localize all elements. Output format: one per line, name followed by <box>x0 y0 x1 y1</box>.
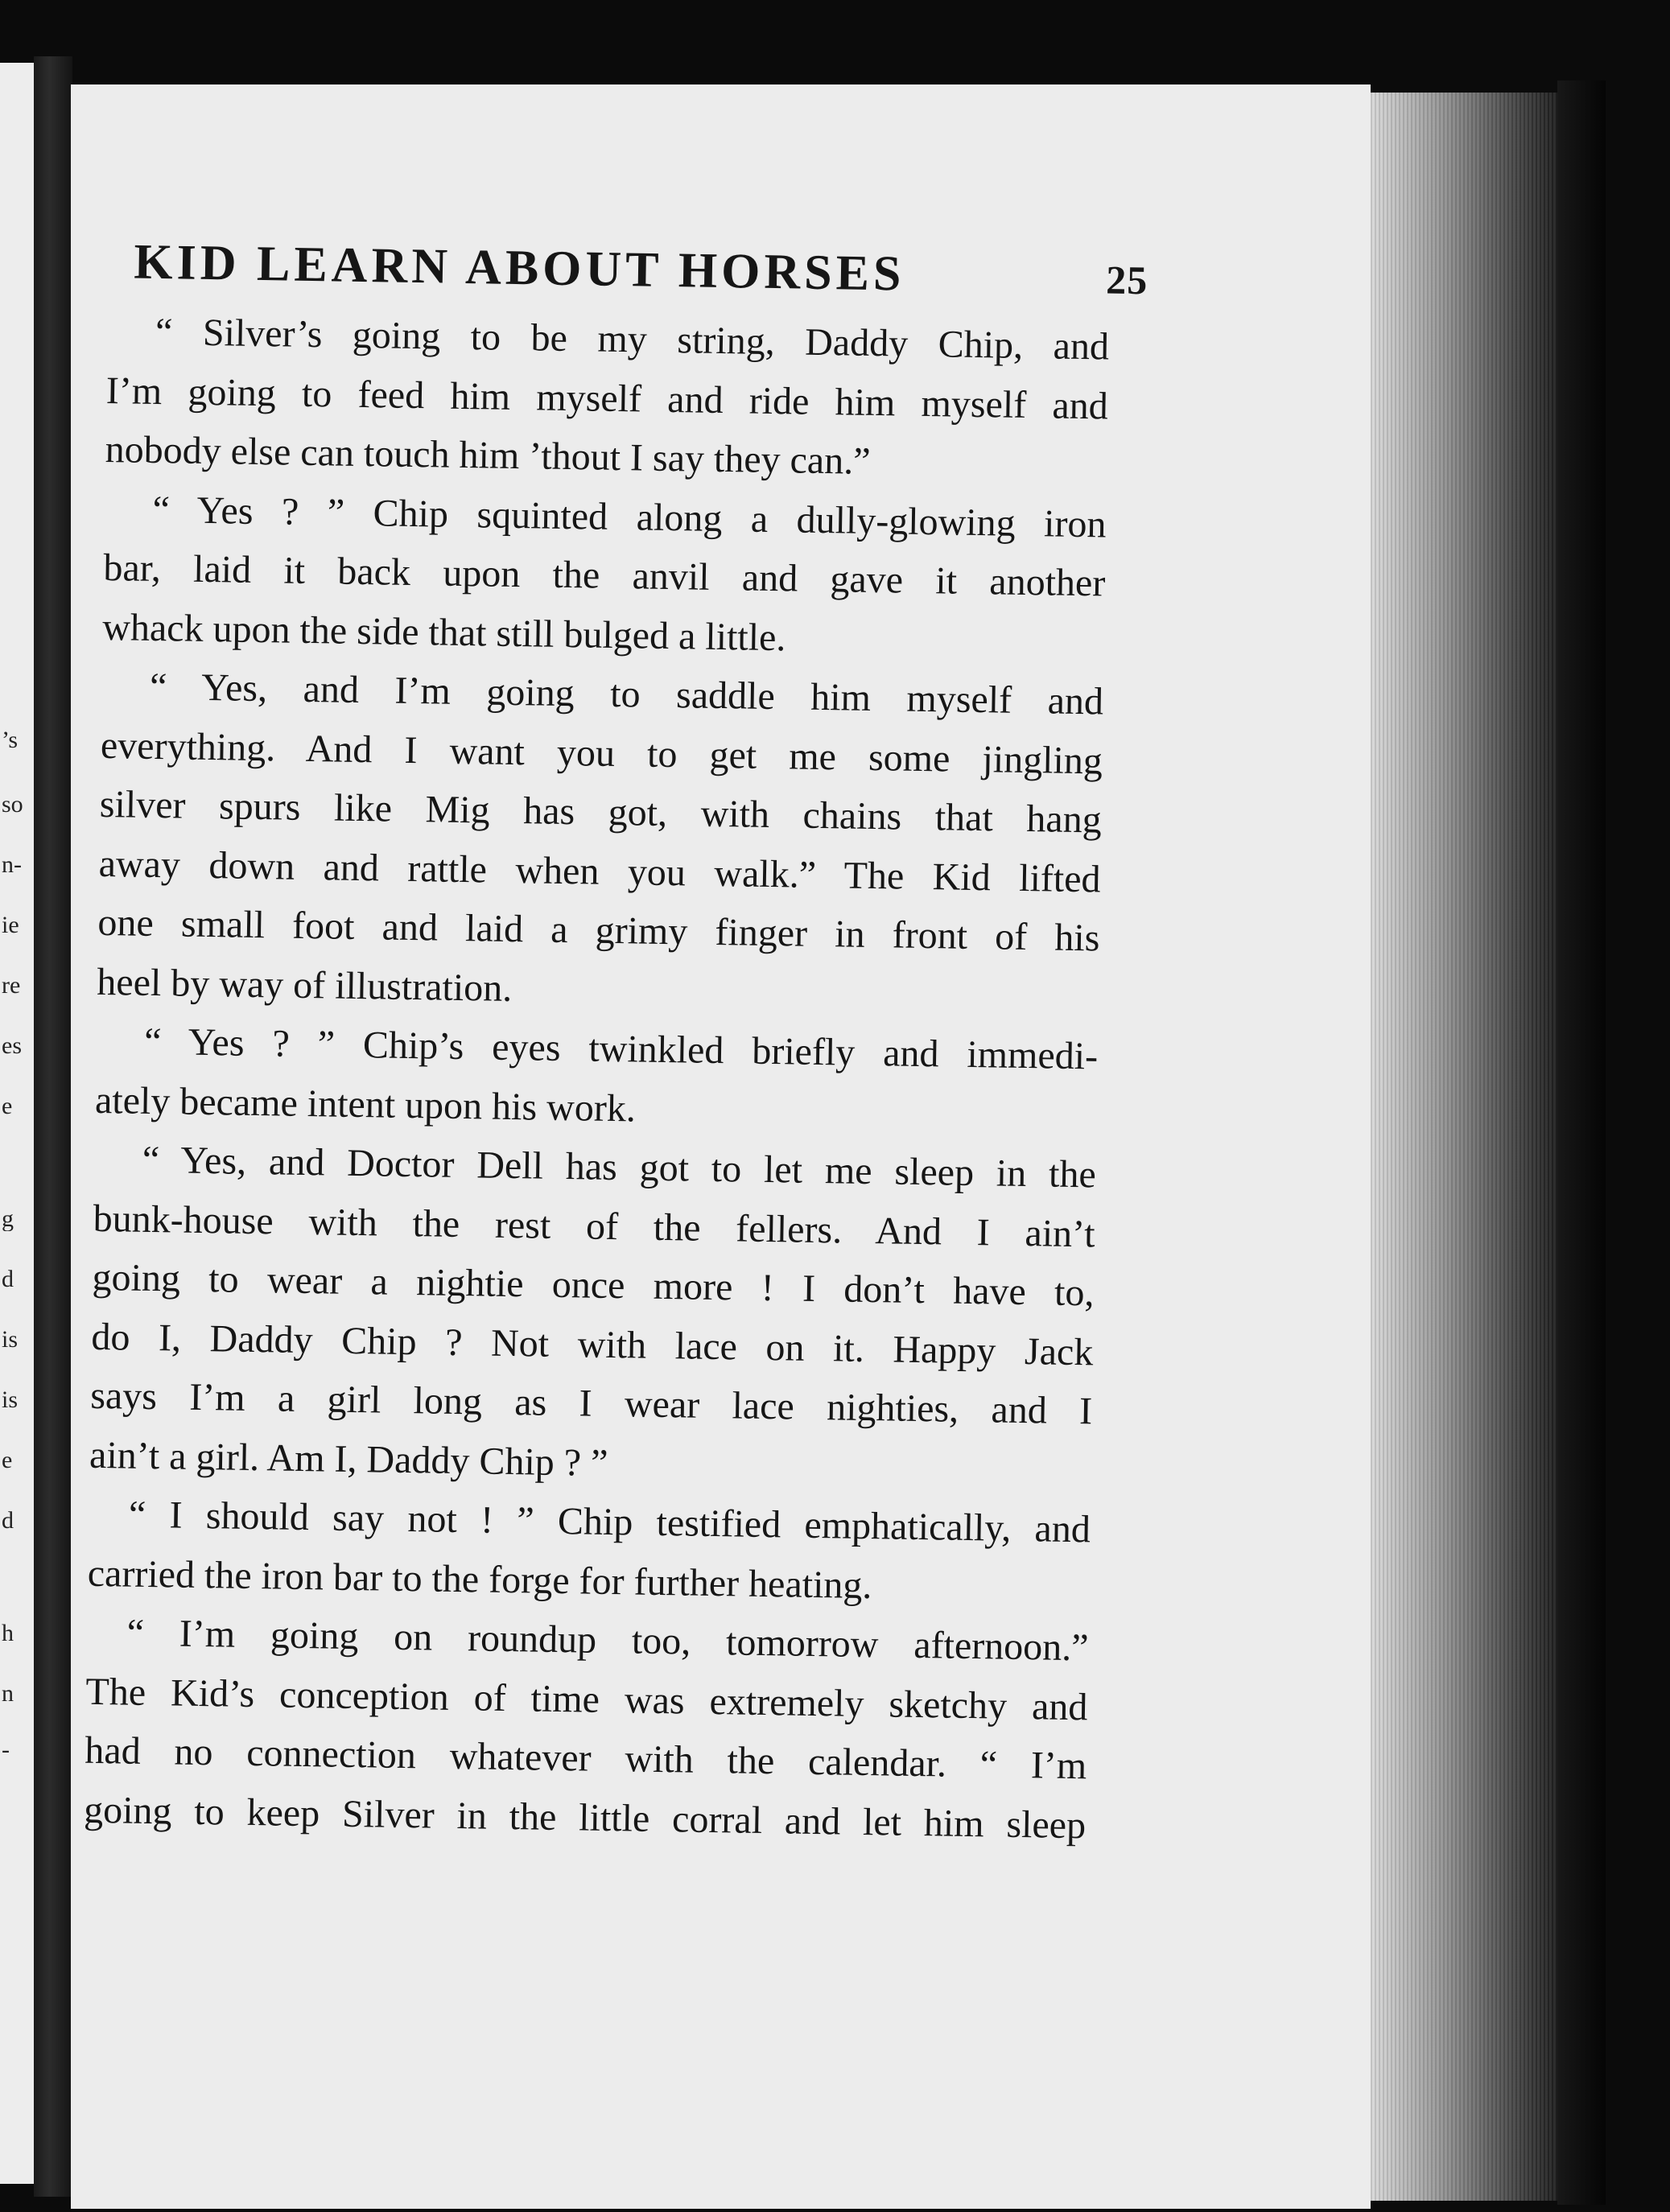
left-page-edge <box>0 63 34 2184</box>
text-line: going to keep Silver in the little corral and let him sleep <box>83 1788 1087 1847</box>
text-line: “ I should say not ! ” Chip testified emphatically, and <box>128 1493 1091 1551</box>
left-page-fragment: h <box>2 1621 14 1646</box>
left-page-fragment: d <box>2 1267 14 1291</box>
body-text <box>84 302 1138 1856</box>
left-page-fragment: so <box>2 793 23 817</box>
left-page-fragment: d <box>2 1509 14 1533</box>
left-page-fragment: e <box>2 1094 13 1118</box>
text-line: silver spurs like Mig has got, with chains that hang <box>99 782 1103 842</box>
text-line: away down and rattle when you walk.” The Kid lifted <box>98 842 1101 900</box>
text-block <box>83 233 1148 1856</box>
book-cover-edge <box>1557 80 1606 2205</box>
text-line: bunk-house with the rest of the fellers. And I ain’t <box>93 1197 1096 1255</box>
left-page-fragment: ’s <box>2 728 19 752</box>
text-line: “ I’m going on roundup too, tomorrow afternoon.” <box>126 1611 1089 1670</box>
text-line: ately became intent upon his work. <box>94 1078 637 1130</box>
left-page-fragment: is <box>2 1388 19 1412</box>
text-line: The Kid’s conception of time was extremely sketchy and <box>85 1670 1088 1728</box>
text-line: I’m going to feed him myself and ride him myself and <box>105 369 1109 428</box>
paragraph <box>87 1485 1091 1619</box>
left-page-fragment: - <box>2 1738 10 1762</box>
left-page-fragment: n <box>2 1682 14 1706</box>
text-line: nobody else can touch him ’thout I say they can.” <box>105 427 871 483</box>
text-line: “ Silver’s going to be my string, Daddy Chip, and <box>155 310 1110 369</box>
paragraph <box>97 657 1104 1028</box>
text-line: “ Yes ? ” Chip squinted along a dully-glowing iron <box>152 488 1107 546</box>
paragraph <box>102 479 1107 672</box>
left-page-fragment: re <box>2 974 21 998</box>
text-line: whack upon the side that still bulged a little. <box>101 605 786 659</box>
paragraph <box>95 1011 1099 1146</box>
paragraph <box>105 302 1109 495</box>
text-line: do I, Daddy Chip ? Not with lace on it. Happy Jack <box>91 1315 1094 1374</box>
page-number: 25 <box>1105 257 1148 303</box>
text-line: bar, laid it back upon the anvil and gave it another <box>103 546 1106 605</box>
left-page-fragment: g <box>2 1207 14 1231</box>
text-line: carried the iron bar to the forge for further heating. <box>87 1551 872 1607</box>
text-line: says I’m a girl long as I wear lace nighties, and I <box>89 1374 1093 1433</box>
text-line: one small foot and laid a grimy finger in front of his <box>97 900 1100 960</box>
left-page-fragment: e <box>2 1448 13 1473</box>
text-line: ain’t a girl. Am I, Daddy Chip ? ” <box>89 1433 608 1485</box>
text-line: “ Yes, and Doctor Dell has got to let me sleep in the <box>142 1138 1097 1197</box>
chapter-title: KID LEARN ABOUT HORSES <box>133 234 906 302</box>
text-line: everything. And I want you to get me some jingling <box>100 723 1103 782</box>
left-page-fragment: is <box>2 1328 19 1352</box>
text-line: heel by way of illustration. <box>96 960 513 1010</box>
paragraph <box>84 1603 1089 1856</box>
book-gutter <box>34 56 72 2197</box>
text-line: had no connection whatever with the calendar. “ I’m <box>84 1728 1087 1788</box>
left-page-fragment: ie <box>2 913 19 937</box>
left-page-fragment: n- <box>2 853 22 877</box>
page-fore-edge <box>1371 93 1557 2201</box>
paragraph <box>89 1130 1097 1501</box>
text-line: “ Yes, and I’m going to saddle him myself and <box>149 665 1104 723</box>
text-line: going to wear a nightie once more ! I don’t have to, <box>92 1255 1095 1315</box>
text-line: “ Yes ? ” Chip’s eyes twinkled briefly and immedi- <box>143 1019 1099 1078</box>
left-page-fragment: es <box>2 1034 22 1058</box>
